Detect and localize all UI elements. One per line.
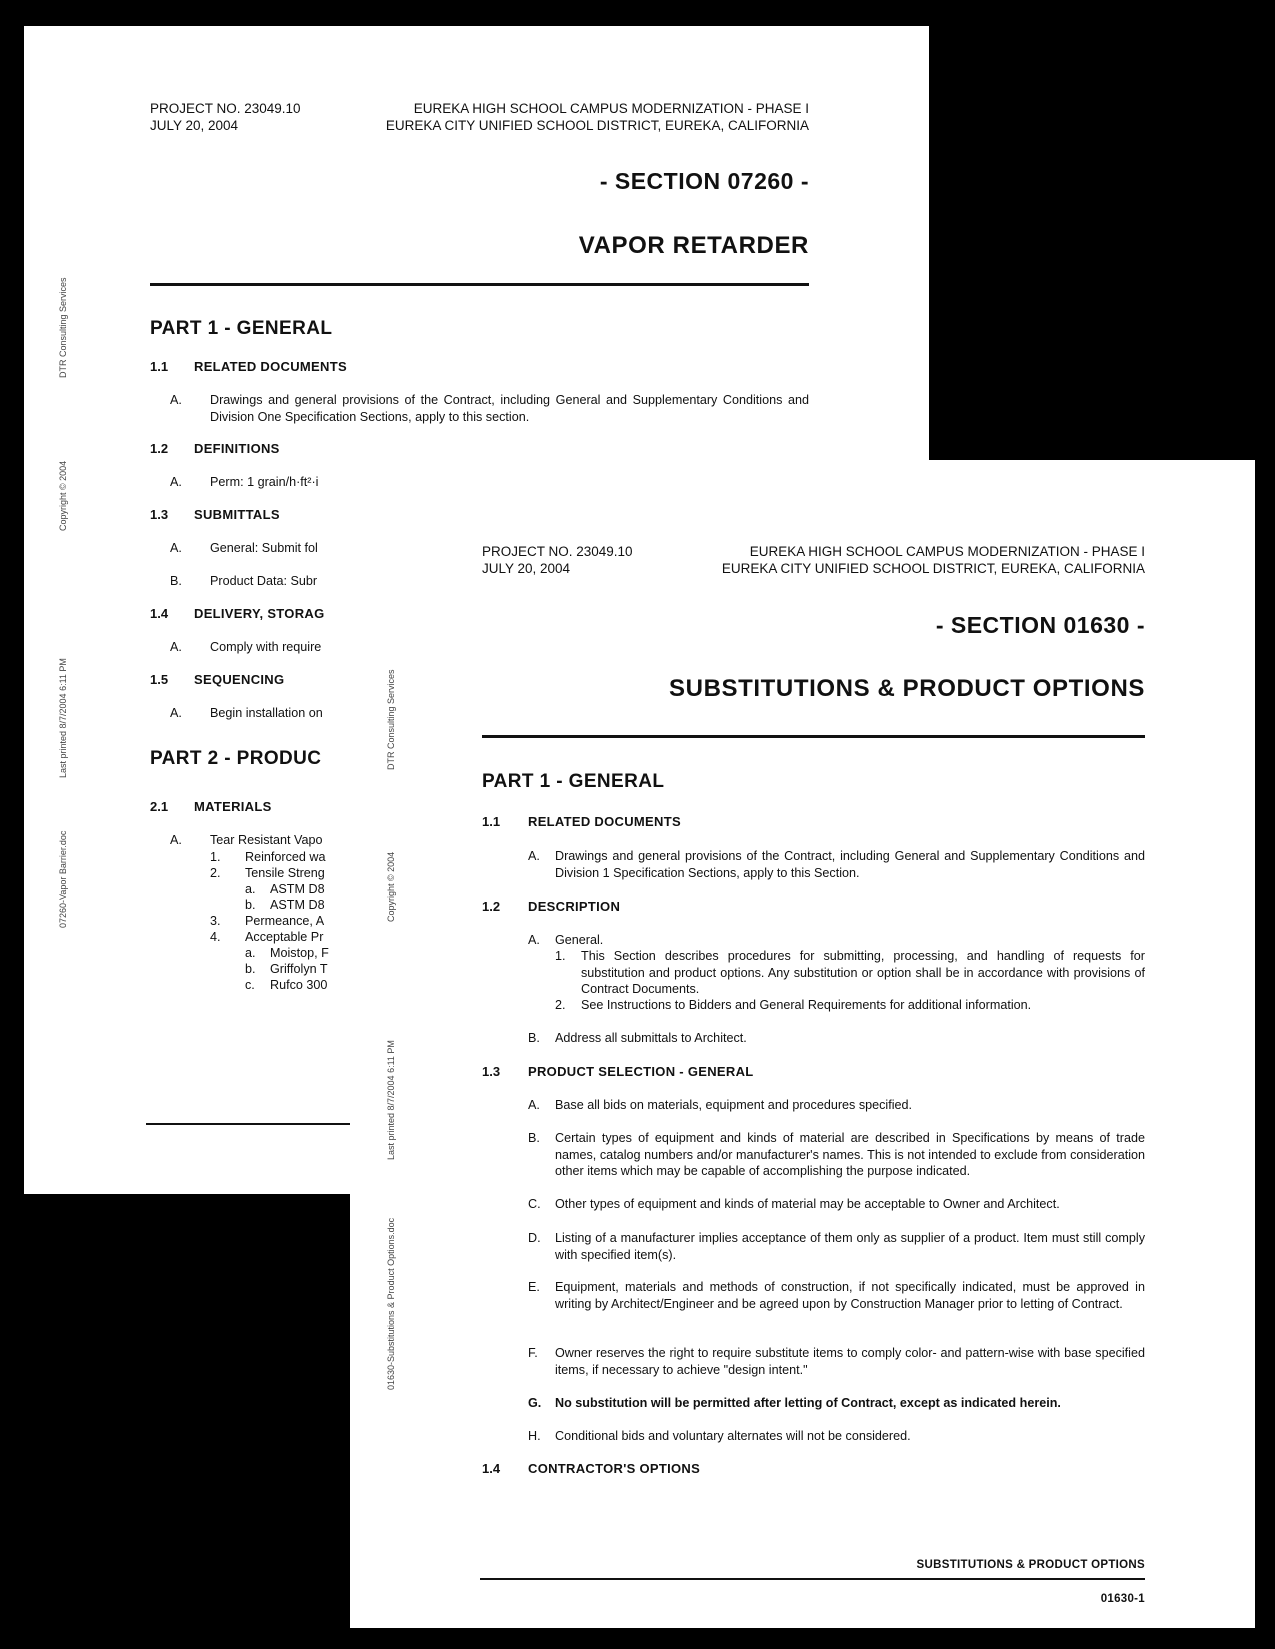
list-item: Rufco 300	[270, 978, 328, 992]
list-item: ASTM D8	[270, 898, 325, 912]
article-title: CONTRACTOR'S OPTIONS	[528, 1461, 701, 1476]
list-item: Moistop, F	[270, 946, 329, 960]
front-page	[350, 460, 1255, 1628]
list-mark: 1.	[210, 850, 221, 864]
list-mark: c.	[245, 978, 255, 992]
project-number: PROJECT NO. 23049.10	[150, 101, 301, 116]
paragraph-text: Listing of a manufacturer implies acceptance of them only as supplier of a product. Item must still comply with specified item(s).	[555, 1231, 1145, 1262]
side-copyright: Copyright © 2004	[386, 851, 396, 922]
project-date: JULY 20, 2004	[150, 118, 239, 133]
paragraph-letter: A.	[170, 393, 182, 407]
section-number: - SECTION 01630 -	[935, 612, 1145, 638]
paragraph-letter: E.	[528, 1280, 540, 1294]
section-number: - SECTION 07260 -	[599, 168, 809, 194]
district-name: EUREKA CITY UNIFIED SCHOOL DISTRICT, EUREKA, CALIFORNIA	[721, 561, 1145, 576]
article-number: 2.1	[150, 799, 169, 814]
article-title: SEQUENCING	[194, 672, 285, 687]
article-title: MATERIALS	[194, 799, 272, 814]
part-heading: PART 1 - GENERAL	[482, 771, 665, 792]
paragraph-letter: A.	[170, 475, 182, 489]
paragraph-letter: A.	[170, 640, 182, 654]
side-company: DTR Consulting Services	[58, 277, 68, 378]
list-item: ASTM D8	[270, 882, 325, 896]
article-number: 1.2	[150, 441, 169, 456]
paragraph-letter: A.	[170, 833, 182, 847]
article-title: DESCRIPTION	[528, 899, 621, 914]
paragraph-letter: A.	[528, 933, 540, 947]
section-title: VAPOR RETARDER	[578, 232, 809, 259]
article-number: 1.1	[482, 814, 501, 829]
paragraph-text: Comply with require	[210, 640, 322, 654]
project-name: EUREKA HIGH SCHOOL CAMPUS MODERNIZATION - PHASE I	[413, 101, 809, 116]
article-title: RELATED DOCUMENTS	[194, 359, 347, 374]
paragraph-text: General.	[555, 933, 604, 947]
project-number: PROJECT NO. 23049.10	[482, 544, 633, 559]
title-rule	[482, 735, 1145, 738]
paragraph-letter: B.	[528, 1131, 540, 1145]
paragraph-text: General: Submit fol	[210, 541, 318, 555]
paragraph-letter: G.	[528, 1396, 542, 1410]
paragraph-letter: A.	[170, 541, 182, 555]
side-printed: Last printed 8/7/2004 6:11 PM	[386, 1040, 396, 1160]
list-item: Acceptable Pr	[245, 930, 324, 944]
list-item: Griffolyn T	[270, 962, 328, 976]
article-number: 1.5	[150, 672, 169, 687]
article-title: SUBMITTALS	[194, 507, 280, 522]
side-copyright: Copyright © 2004	[58, 460, 68, 531]
paragraph-text: No substitution will be permitted after letting of Contract, except as indicated herein.	[555, 1396, 1061, 1410]
footer-rule	[146, 1123, 366, 1125]
article-number: 1.1	[150, 359, 169, 374]
paragraph-letter: A.	[528, 849, 540, 863]
list-mark: b.	[245, 898, 256, 912]
list-item: See Instructions to Bidders and General Requirements for additional information.	[581, 998, 1032, 1012]
list-mark: 2.	[210, 866, 221, 880]
paragraph-letter: A.	[170, 706, 182, 720]
footer-rule	[480, 1578, 1145, 1580]
paragraph-letter: A.	[528, 1098, 540, 1112]
paragraph-letter: D.	[528, 1231, 541, 1245]
list-item: This Section describes procedures for submitting, processing, and handling of requests for substitution and product options. Any substitution or option shall be in accordance with provisions of Contract Documents.	[581, 949, 1145, 996]
article-title: DELIVERY, STORAG	[194, 606, 325, 621]
article-number: 1.3	[482, 1064, 501, 1079]
article-number: 1.3	[150, 507, 169, 522]
article-title: DEFINITIONS	[194, 441, 280, 456]
paragraph-letter: H.	[528, 1429, 541, 1443]
part-heading: PART 2 - PRODUC	[150, 748, 322, 769]
paragraph-letter: C.	[528, 1197, 541, 1211]
paragraph-text: Begin installation on	[210, 706, 323, 720]
paragraph-text: Equipment, materials and methods of construction, if not specifically indicated, must be approved in writing by Architect/Engineer and be agreed upon by Construction Manager prior to letting of Contract.	[555, 1280, 1145, 1311]
paragraph-text: Certain types of equipment and kinds of material are described in Specifications by means of trade names, catalog numbers and/or manufacturer's names. This is not intended to exclude from consideration other items which may be capable of accomplishing the purpose indicated.	[555, 1131, 1145, 1178]
paragraph-text: Tear Resistant Vapo	[210, 833, 323, 847]
part-heading: PART 1 - GENERAL	[150, 318, 333, 339]
district-name: EUREKA CITY UNIFIED SCHOOL DISTRICT, EUREKA, CALIFORNIA	[385, 118, 809, 133]
article-number: 1.4	[150, 606, 169, 621]
list-mark: a.	[245, 882, 256, 896]
paragraph-letter: F.	[528, 1346, 538, 1360]
list-item: Tensile Streng	[245, 866, 325, 880]
title-rule	[150, 283, 809, 286]
list-mark: 1.	[555, 949, 566, 963]
paragraph-text: Perm: 1 grain/h·ft²·i	[210, 475, 319, 489]
paragraph-text: Drawings and general provisions of the Contract, including General and Supplementary Conditions and Division 1 Specification Sections, apply to this Section.	[555, 849, 1145, 880]
list-mark: 3.	[210, 914, 221, 928]
paragraph-text: Other types of equipment and kinds of material may be acceptable to Owner and Architect.	[555, 1197, 1060, 1211]
list-mark: 4.	[210, 930, 221, 944]
paragraph-text: Owner reserves the right to require substitute items to comply color- and pattern-wise with base specified items, if necessary to achieve "design intent."	[555, 1346, 1145, 1377]
article-number: 1.2	[482, 899, 501, 914]
list-item: Permeance, A	[245, 914, 325, 928]
section-title: SUBSTITUTIONS & PRODUCT OPTIONS	[669, 675, 1145, 702]
side-printed: Last printed 8/7/2004 6:11 PM	[58, 658, 68, 778]
list-item: Reinforced wa	[245, 850, 326, 864]
list-mark: a.	[245, 946, 256, 960]
page-number: 01630-1	[1100, 1593, 1145, 1605]
project-name: EUREKA HIGH SCHOOL CAMPUS MODERNIZATION - PHASE I	[749, 544, 1145, 559]
article-title: RELATED DOCUMENTS	[528, 814, 681, 829]
list-mark: 2.	[555, 998, 566, 1012]
paragraph-letter: B.	[170, 574, 182, 588]
paragraph-text: Drawings and general provisions of the Contract, including General and Supplementary Conditions and Division One Specification Sections, apply to this section.	[210, 393, 809, 424]
article-title: PRODUCT SELECTION - GENERAL	[528, 1064, 754, 1079]
paragraph-text: Product Data: Subr	[210, 574, 318, 588]
paragraph-text: Base all bids on materials, equipment and procedures specified.	[555, 1098, 913, 1112]
article-number: 1.4	[482, 1461, 501, 1476]
side-filename: 01630-Substitutions & Product Options.doc	[386, 1217, 396, 1390]
footer-title: SUBSTITUTIONS & PRODUCT OPTIONS	[916, 1559, 1145, 1571]
project-date: JULY 20, 2004	[482, 561, 571, 576]
side-filename: 07260-Vapor Barrier.doc	[58, 830, 68, 928]
side-company: DTR Consulting Services	[386, 669, 396, 770]
paragraph-letter: B.	[528, 1031, 540, 1045]
paragraph-text: Conditional bids and voluntary alternates will not be considered.	[555, 1429, 911, 1443]
list-mark: b.	[245, 962, 256, 976]
paragraph-text: Address all submittals to Architect.	[555, 1031, 747, 1045]
